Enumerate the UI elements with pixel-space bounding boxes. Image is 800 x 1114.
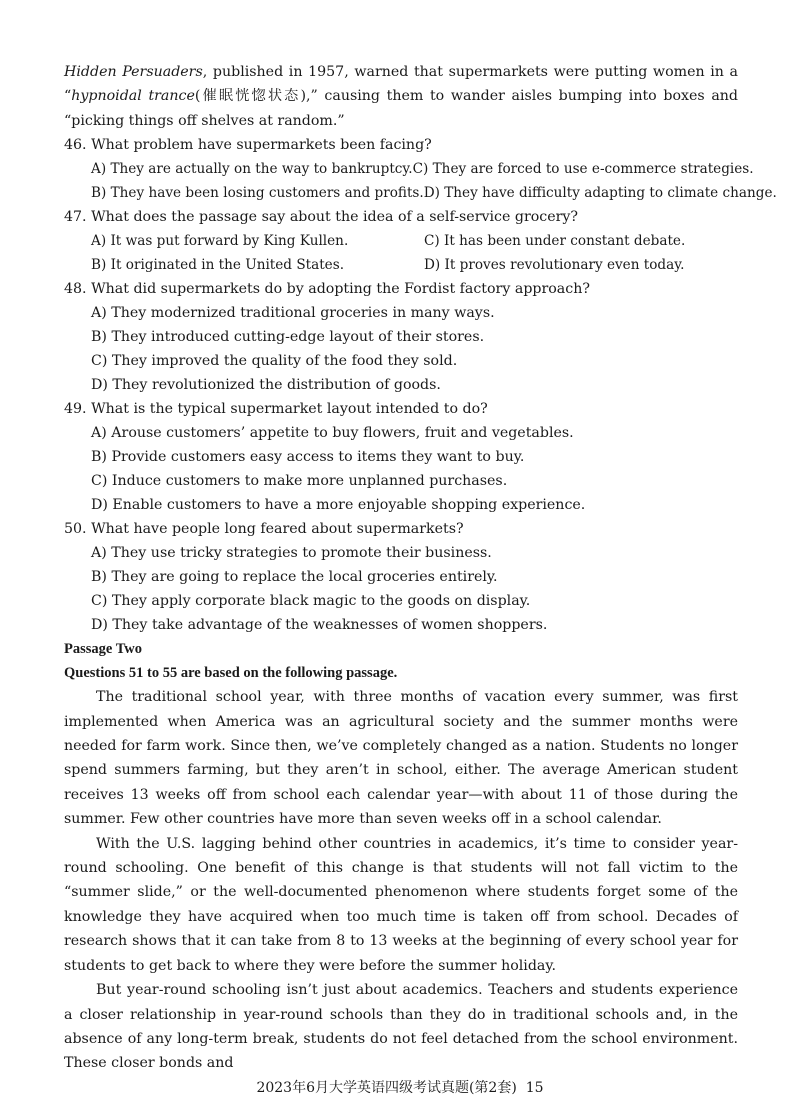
option-d[interactable]: D) They revolutionized the distribution of goods. (91, 377, 441, 394)
option-b[interactable]: B) They are going to replace the local groceries entirely. (91, 569, 498, 586)
page-number: 15 (525, 1080, 544, 1096)
option-c[interactable]: C) Induce customers to make more unplanned purchases. (91, 473, 508, 490)
option-a[interactable]: A) They are actually on the way to bankruptcy. (91, 161, 413, 178)
question-50 (64, 517, 738, 637)
option-c[interactable]: C) They apply corporate black magic to the goods on display. (91, 593, 531, 610)
question-stem: 50. What have people long feared about supermarkets? (64, 521, 464, 538)
option-c[interactable]: C) They improved the quality of the food they sold. (91, 353, 458, 370)
option-b[interactable]: B) They introduced cutting-edge layout of their stores. (91, 329, 485, 346)
option-c[interactable]: C) They are forced to use e-commerce strategies. (412, 161, 754, 178)
passage-subheading: Questions 51 to 55 are based on the following passage. (64, 665, 398, 682)
option-b[interactable]: B) They have been losing customers and profits. (91, 185, 424, 202)
option-b[interactable]: B) Provide customers easy access to items they want to buy. (91, 449, 525, 466)
page-footer (0, 1077, 800, 1097)
option-d[interactable]: D) They take advantage of the weaknesses of women shoppers. (91, 617, 548, 634)
option-b[interactable]: B) It originated in the United States. (91, 257, 345, 274)
passage-paragraph: The traditional school year, with three months of vacation every summer, was first implemented when America was an agricultural society and the summer months were needed for farm work. Since then, we’ve completely changed as a nation. Students no longer spend summers farming, but they aren’t in school, either. The average American student receives 13 weeks off from school each calendar year—with about 11 of those during the summer. Few other countries have more than seven weeks off in a school calendar. (64, 689, 738, 828)
option-a[interactable]: A) They modernized traditional groceries in many ways. (91, 305, 495, 322)
page-content (64, 60, 777, 1076)
option-d[interactable]: D) They have difficulty adapting to climate change. (423, 185, 777, 202)
option-d[interactable]: D) Enable customers to have a more enjoyable shopping experience. (91, 497, 586, 514)
question-stem: 46. What problem have supermarkets been facing? (64, 137, 432, 154)
option-a[interactable]: A) It was put forward by King Kullen. (91, 233, 349, 250)
passage-paragraph: But year-round schooling isn’t just about academics. Teachers and students experience a closer relationship in year-round schools than they do in traditional schools and, in the absence of any long-term break, students do not feel detached from the school environment. These closer bonds and (64, 982, 738, 1072)
question-46 (64, 133, 777, 205)
intro-paragraph: Hidden Persuaders, published in 1957, warned that supermarkets were putting women in a “hypnoidal trance(催眠恍惚状态),” causing them to wander aisles bumping into boxes and “picking things off shelves at random.” (64, 64, 738, 129)
question-stem: 49. What is the typical supermarket layout intended to do? (64, 401, 488, 418)
question-49 (64, 397, 738, 517)
option-a[interactable]: A) Arouse customers’ appetite to buy flowers, fruit and vegetables. (91, 425, 574, 442)
passage-heading: Passage Two (64, 641, 143, 658)
option-c[interactable]: C) It has been under constant debate. (424, 233, 686, 250)
passage-paragraph: With the U.S. lagging behind other countries in academics, it’s time to consider year-round schooling. One benefit of this change is that students will not fall victim to the “summer slide,” or the well-documented phenomenon where students forget some of the knowledge they have acquired when too much time is taken off from school. Decades of research shows that it can take from 8 to 13 weeks at the beginning of every school year for students to get back to where they were before the summer holiday. (64, 835, 738, 974)
hypnoidal-term: hypnoidal trance (71, 88, 195, 105)
option-a[interactable]: A) They use tricky strategies to promote their business. (91, 545, 492, 562)
book-title: Hidden Persuaders (64, 64, 203, 80)
question-48 (64, 277, 738, 397)
question-stem: 48. What did supermarkets do by adopting the Fordist factory approach? (64, 281, 590, 298)
option-d[interactable]: D) It proves revolutionary even today. (424, 257, 685, 274)
footer-title: 2023年6月大学英语四级考试真题(第2套) (256, 1080, 517, 1096)
question-stem: 47. What does the passage say about the idea of a self-service grocery? (64, 209, 579, 226)
question-47 (64, 205, 738, 277)
